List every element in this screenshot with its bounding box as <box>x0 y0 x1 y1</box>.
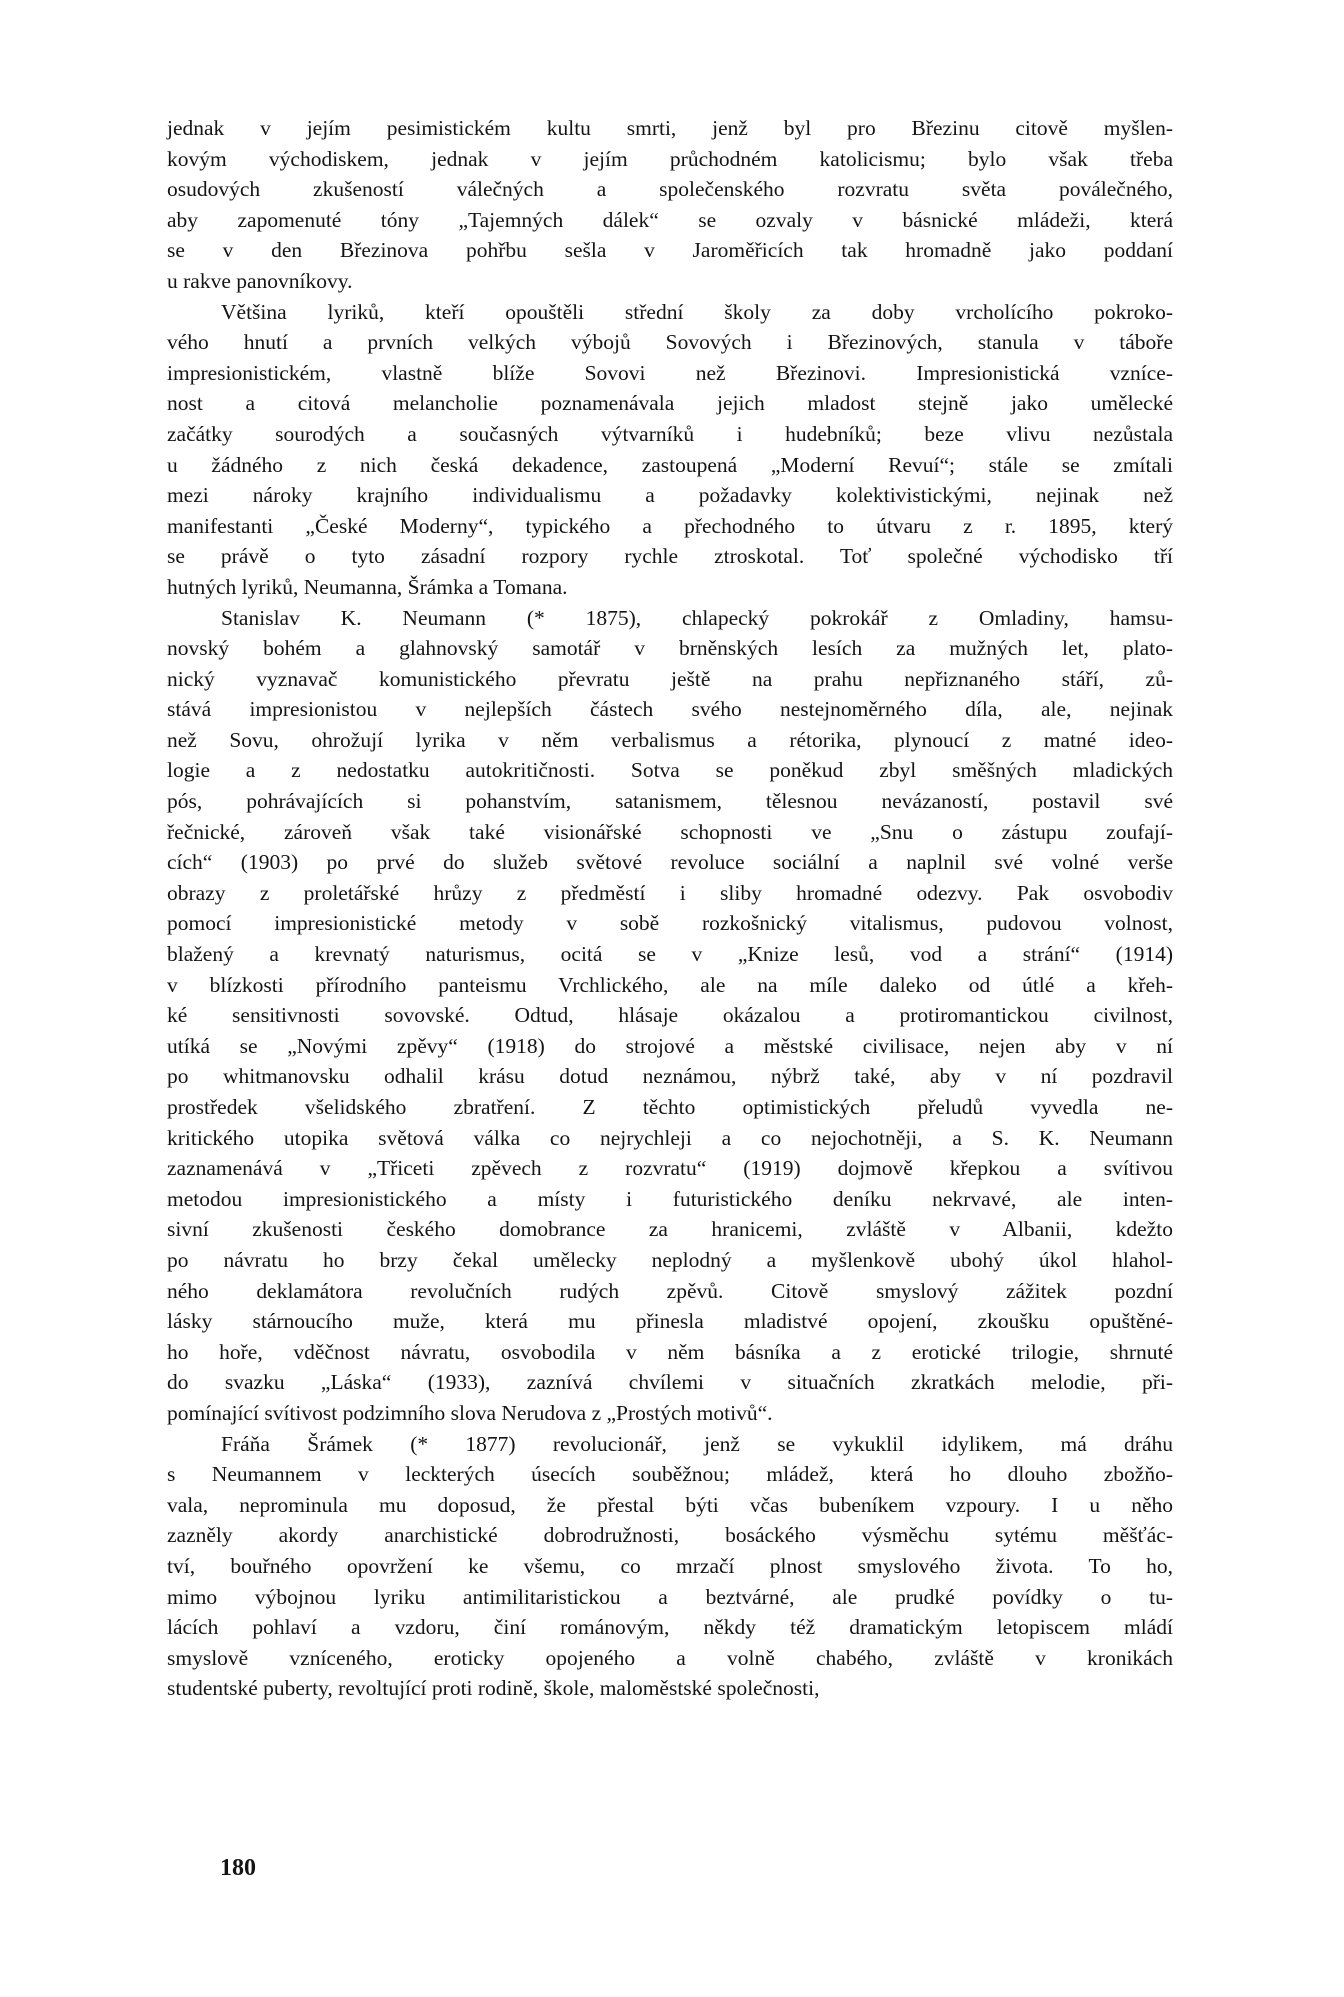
text-line: začátky sourodých a současných výtvarníků i hudebníků; beze vlivu nezůstala <box>167 421 1173 446</box>
text-line: Stanislav K. Neumann (* 1875), chlapecký pokrokář z Omladiny, hamsu- <box>221 605 1173 630</box>
text-line: hutných lyriků, Neumanna, Šrámka a Tomana. <box>167 574 568 599</box>
text-line: u žádného z nich česká dekadence, zastoupená „Moderní Revuí“; stále se zmítali <box>167 452 1173 477</box>
text-line: impresionistickém, vlastně blíže Sovovi než Březinovi. Impresionistická vzníce- <box>167 360 1173 385</box>
text-line: mezi nároky krajního individualismu a požadavky kolektivistickými, nejinak než <box>167 483 1173 508</box>
text-line: zazněly akordy anarchistické dobrodružnosti, bosáckého výsměchu sytému měšťác- <box>167 1523 1173 1548</box>
text-line: tví, bouřného opovržení ke všemu, co mrzačí plnost smyslového života. To ho, <box>167 1553 1173 1578</box>
paragraph <box>167 1429 1173 1704</box>
text-line: logie a z nedostatku autokritičnosti. Sotva se poněkud zbyl směšných mladických <box>167 758 1173 783</box>
text-line: stává impresionistou v nejlepších částech svého nestejnoměrného díla, ale, nejinak <box>167 697 1173 722</box>
text-line: aby zapomenuté tóny „Tajemných dálek“ se ozvaly v básnické mládeži, která <box>167 207 1173 232</box>
text-line: utíká se „Novými zpěvy“ (1918) do strojové a městské civilisace, nejen aby v ní <box>167 1033 1173 1058</box>
text-line: zaznamenává v „Třiceti zpěvech z rozvratu“ (1919) dojmově křepkou a svítivou <box>167 1156 1173 1181</box>
text-line: osudových zkušeností válečných a společenského rozvratu světa poválečného, <box>167 177 1173 202</box>
text-line: cích“ (1903) po prvé do služeb světové revoluce sociální a naplnil své volné verše <box>167 850 1173 875</box>
paragraph <box>167 603 1173 1429</box>
paragraph <box>167 113 1173 297</box>
text-line: obrazy z proletářské hrůzy z předměstí i sliby hromadné odezvy. Pak osvobodiv <box>167 880 1173 905</box>
text-line: v blízkosti přírodního panteismu Vrchlického, ale na míle daleko od útlé a křeh- <box>167 972 1173 997</box>
text-line: sivní zkušenosti českého domobrance za hranicemi, zvláště v Albanii, kdežto <box>167 1217 1173 1242</box>
text-line: pomínající svítivost podzimního slova Nerudova z „Prostých motivů“. <box>167 1400 773 1425</box>
text-line: vého hnutí a prvních velkých výbojů Sovových i Březinových, stanula v táboře <box>167 330 1173 355</box>
text-line: prostředek všelidského zbratření. Z těchto optimistických přeludů vyvedla ne- <box>167 1095 1173 1119</box>
text-line: metodou impresionistického a místy i futuristického deníku nekrvavé, ale inten- <box>167 1186 1173 1211</box>
text-line: u rakve panovníkovy. <box>167 268 353 293</box>
body-text <box>167 113 1173 1704</box>
paragraph <box>167 297 1173 603</box>
text-line: studentské puberty, revoltující proti rodině, škole, maloměstské společnosti, <box>167 1676 820 1701</box>
text-line: kritického utopika světová válka co nejrychleji a co nejochotněji, a S. K. Neumann <box>167 1125 1173 1150</box>
text-line: mimo výbojnou lyriku antimilitaristickou a beztvárné, ale prudké povídky o tu- <box>167 1584 1173 1609</box>
text-line: po whitmanovsku odhalil krásu dotud neznámou, nýbrž také, aby v ní pozdravil <box>167 1064 1173 1089</box>
text-line: řečnické, zároveň však také visionářské schopnosti ve „Snu o zástupu zoufají- <box>167 819 1173 844</box>
text-line: se v den Březinova pohřbu sešla v Jaroměřicích tak hromadně jako poddaní <box>167 238 1173 263</box>
text-line: pós, pohrávajících si pohanstvím, satanismem, tělesnou nevázaností, postavil své <box>167 789 1173 814</box>
text-line: novský bohém a glahnovský samotář v brněnských lesích za mužných let, plato- <box>167 636 1173 661</box>
text-line: ho hoře, vděčnost návratu, osvobodila v něm básníka a z erotické trilogie, shrnuté <box>167 1339 1173 1364</box>
text-line: nický vyznavač komunistického převratu ještě na prahu nepřiznaného stáří, zů- <box>167 666 1173 691</box>
text-line: smyslově vzníceného, eroticky opojeného a volně chabého, zvláště v kronikách <box>167 1645 1173 1670</box>
text-line: nost a citová melancholie poznamenávala jejich mladost stejně jako umělecké <box>167 391 1173 416</box>
text-line: s Neumannem v leckterých úsecích souběžnou; mládež, která ho dlouho zbožňo- <box>167 1462 1173 1487</box>
page-number: 180 <box>220 1855 256 1881</box>
text-line: blažený a krevnatý naturismus, ocitá se v „Knize lesů, vod a strání“ (1914) <box>167 942 1173 967</box>
text-line: jednak v jejím pesimistickém kultu smrti, jenž byl pro Březinu citově myšlen- <box>167 116 1173 140</box>
text-line: ké sensitivnosti sovovské. Odtud, hlásaje okázalou a protiromantickou civilnost, <box>167 1003 1173 1028</box>
text-line: manifestanti „České Moderny“, typického a přechodného to útvaru z r. 1895, který <box>167 513 1173 538</box>
text-line: lásky stárnoucího muže, která mu přinesla mladistvé opojení, zkoušku opuštěné- <box>167 1309 1173 1334</box>
text-line: Fráňa Šrámek (* 1877) revolucionář, jenž se vykuklil idylikem, má dráhu <box>221 1431 1173 1456</box>
text-line: do svazku „Láska“ (1933), zaznívá chvílemi v situačních zkratkách melodie, při- <box>167 1370 1173 1395</box>
text-line: než Sovu, ohrožují lyrika v něm verbalismus a rétorika, plynoucí z matné ideo- <box>167 727 1173 752</box>
text-line: se právě o tyto zásadní rozpory rychle ztroskotal. Toť společné východisko tří <box>167 544 1173 569</box>
text-line: vala, neprominula mu doposud, že přestal býti včas bubeníkem vzpoury. I u něho <box>167 1492 1173 1517</box>
text-line: kovým východiskem, jednak v jejím průchodném katolicismu; bylo však třeba <box>167 146 1173 171</box>
text-line: Většina lyriků, kteří opouštěli střední školy za doby vrcholícího pokroko- <box>221 299 1173 324</box>
text-line: pomocí impresionistické metody v sobě rozkošnický vitalismus, pudovou volnost, <box>167 911 1173 936</box>
text-line: po návratu ho brzy čekal umělecky neplodný a myšlenkově ubohý úkol hlahol- <box>167 1247 1173 1272</box>
text-line: ného deklamátora revolučních rudých zpěvů. Citově smyslový zážitek pozdní <box>167 1278 1173 1303</box>
text-line: lácích pohlaví a vzdoru, činí románovým, někdy též dramatickým letopiscem mládí <box>167 1615 1173 1640</box>
